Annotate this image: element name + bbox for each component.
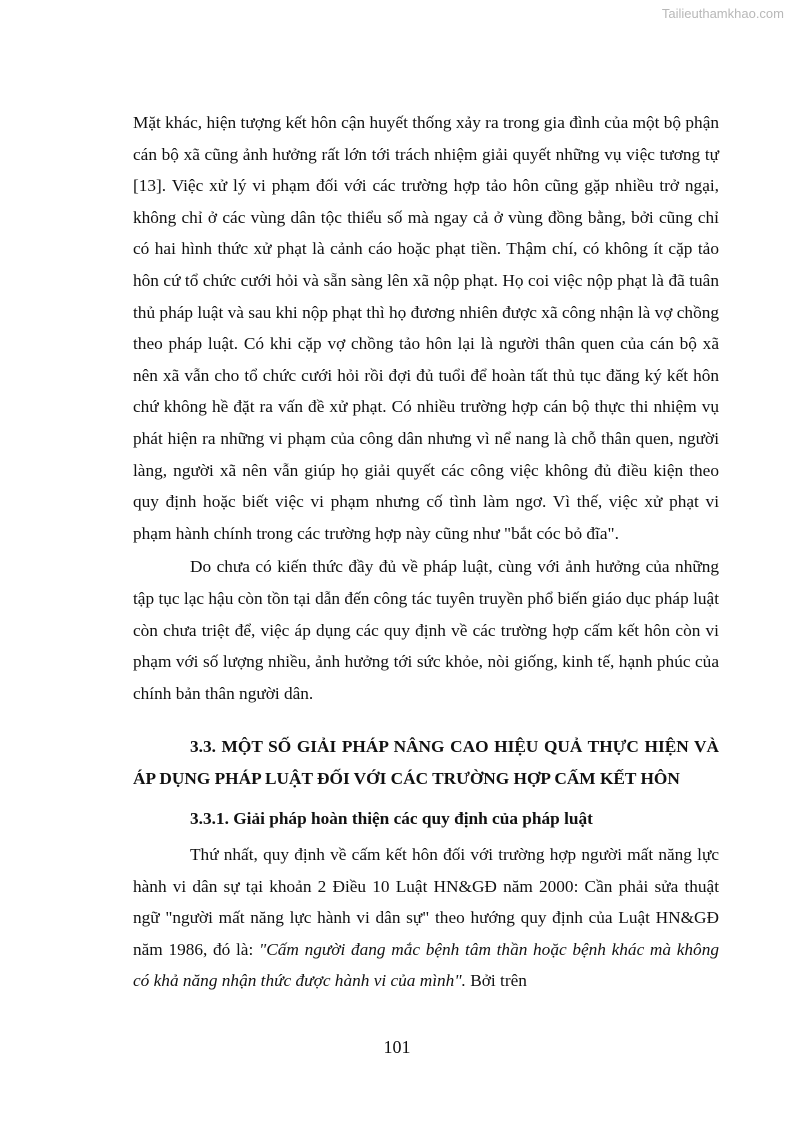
section-heading-3-3: 3.3. MỘT SỐ GIẢI PHÁP NÂNG CAO HIỆU QUẢ THỰC HIỆN VÀ ÁP DỤNG PHÁP LUẬT ĐỐI VỚI CÁC TRƯỜNG HỢP CẤM KẾT HÔN xyxy=(133,737,719,788)
paragraph-1: Mặt khác, hiện tượng kết hôn cận huyết thống xảy ra trong gia đình của một bộ phận cán bộ xã cũng ảnh hưởng rất lớn tới trách nhiệm giải quyết những vụ việc tương tự [13]. Việc xử lý vi phạm đối với các trường hợp tảo hôn cũng gặp nhiều trở ngại, không chỉ ở các vùng dân tộc thiểu số mà ngay cả ở vùng đồng bằng, bởi cũng chỉ có hai hình thức xử phạt là cảnh cáo hoặc phạt tiền. Thậm chí, có không ít cặp tảo hôn cứ tổ chức cưới hỏi và sẵn sàng lên xã nộp phạt. Họ coi việc nộp phạt là đã tuân thủ pháp luật và sau khi nộp phạt thì họ đương nhiên được xã công nhận là vợ chồng theo pháp luật. Có khi cặp vợ chồng tảo hôn lại là người thân quen của cán bộ xã nên xã vẫn cho tổ chức cưới hỏi rồi đợi đủ tuổi để hoàn tất thủ tục đăng ký kết hôn chứ không hề đặt ra vấn đề xử phạt. Có nhiều trường hợp cán bộ thực thi nhiệm vụ phát hiện ra những vi phạm của công dân nhưng vì nể nang là chỗ thân quen, người làng, người xã nên vẫn giúp họ giải quyết các công việc không đủ điều kiện theo quy định hoặc biết việc vi phạm nhưng cố tình làm ngơ. Vì thế, việc xử phạt vi phạm hành chính trong các trường hợp này cũng như "bắt cóc bỏ đĩa". xyxy=(133,113,719,543)
paragraph-3-text: Thứ nhất, quy định về cấm kết hôn đối với trường hợp người mất năng lực hành vi dân sự tại khoản 2 Điều 10 Luật HN&GĐ năm 2000: Cần phải sửa thuật ngữ "người mất năng lực hành vi dân sự" theo hướng quy định của Luật HN&GĐ năm 1986, đó là: xyxy=(133,845,719,959)
paragraph-3-tail: Bởi trên xyxy=(465,971,527,991)
subsection-heading-3-3-1: 3.3.1. Giải pháp hoàn thiện các quy định của pháp luật xyxy=(190,809,593,829)
watermark: Tailieuthamkhao.com xyxy=(661,6,784,21)
paragraph-3 xyxy=(133,839,719,997)
page-number: 101 xyxy=(383,1037,411,1057)
paragraph-3-quote: "Cấm người đang mắc bệnh tâm thần hoặc bệnh khác mà không có khả năng nhận thức được hành vi của mình". xyxy=(133,939,719,991)
paragraph-2: Do chưa có kiến thức đầy đủ về pháp luật, cùng với ảnh hưởng của những tập tục lạc hậu còn tồn tại dẫn đến công tác tuyên truyền phổ biến giáo dục pháp luật còn chưa triệt để, việc áp dụng các quy định về các trường hợp cấm kết hôn còn vi phạm với số lượng nhiều, ảnh hưởng tới sức khỏe, nòi giống, kinh tế, hạnh phúc của chính bản thân người dân. xyxy=(133,557,719,703)
document-body xyxy=(133,107,719,997)
